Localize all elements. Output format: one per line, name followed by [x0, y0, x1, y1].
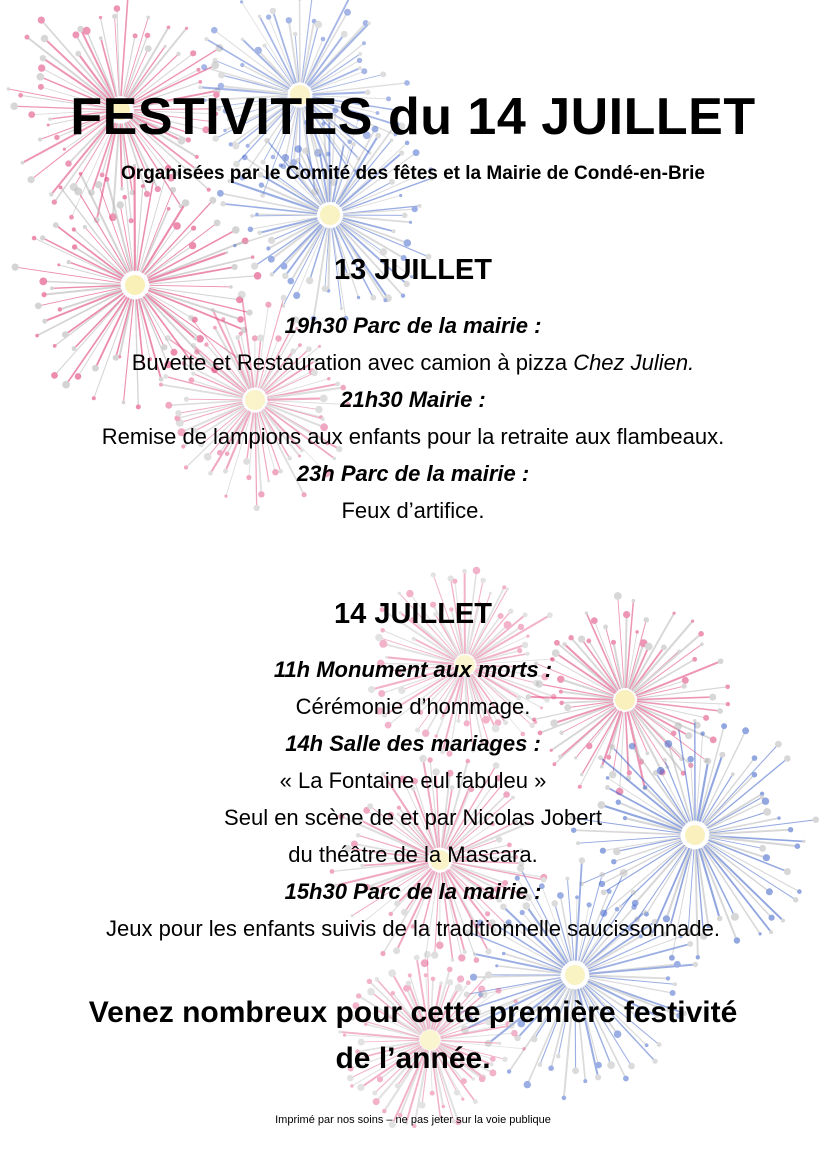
event-description: du théâtre de la Mascara.	[288, 842, 538, 867]
event-time-place: 15h30 Parc de la mairie :	[284, 879, 542, 904]
day-heading-14: 14 JUILLET	[334, 598, 492, 630]
event-description: Feux d’artifice.	[341, 498, 485, 523]
closing-line-2: de l’année.	[335, 1042, 491, 1075]
closing-message	[0, 990, 826, 1082]
program-13-juillet	[20, 307, 806, 529]
event-description	[20, 344, 806, 381]
event-time-place: 19h30 Parc de la mairie :	[284, 313, 542, 338]
day-heading-13: 13 JUILLET	[334, 254, 492, 286]
event-time-place: 23h Parc de la mairie :	[296, 461, 530, 486]
event-description: Jeux pour les enfants suivis de la traditionnelle saucissonnade.	[106, 916, 720, 941]
subtitle: Organisées par le Comité des fêtes et la Mairie de Condé-en-Brie	[121, 163, 705, 184]
event-time-place: 21h30 Mairie :	[340, 387, 486, 412]
event-time-place: 11h Monument aux morts :	[273, 657, 553, 682]
footer-note: Imprimé par nos soins – ne pas jeter sur la voie publique	[275, 1114, 551, 1126]
event-description: « La Fontaine eul fabuleu »	[279, 768, 547, 793]
page-title: FESTIVITES du 14 JUILLET	[70, 88, 756, 146]
event-description-italic: Chez Julien.	[573, 350, 695, 375]
event-description: Remise de lampions aux enfants pour la retraite aux flambeaux.	[101, 424, 725, 449]
closing-line-1: Venez nombreux pour cette première festivité	[88, 996, 738, 1029]
event-description-text: Buvette et Restauration avec camion à pizza	[131, 350, 574, 375]
program-14-juillet	[20, 651, 806, 947]
event-description: Cérémonie d’hommage.	[295, 694, 531, 719]
event-time-place: 14h Salle des mariages :	[285, 731, 541, 756]
event-description: Seul en scène de et par Nicolas Jobert	[224, 805, 602, 830]
